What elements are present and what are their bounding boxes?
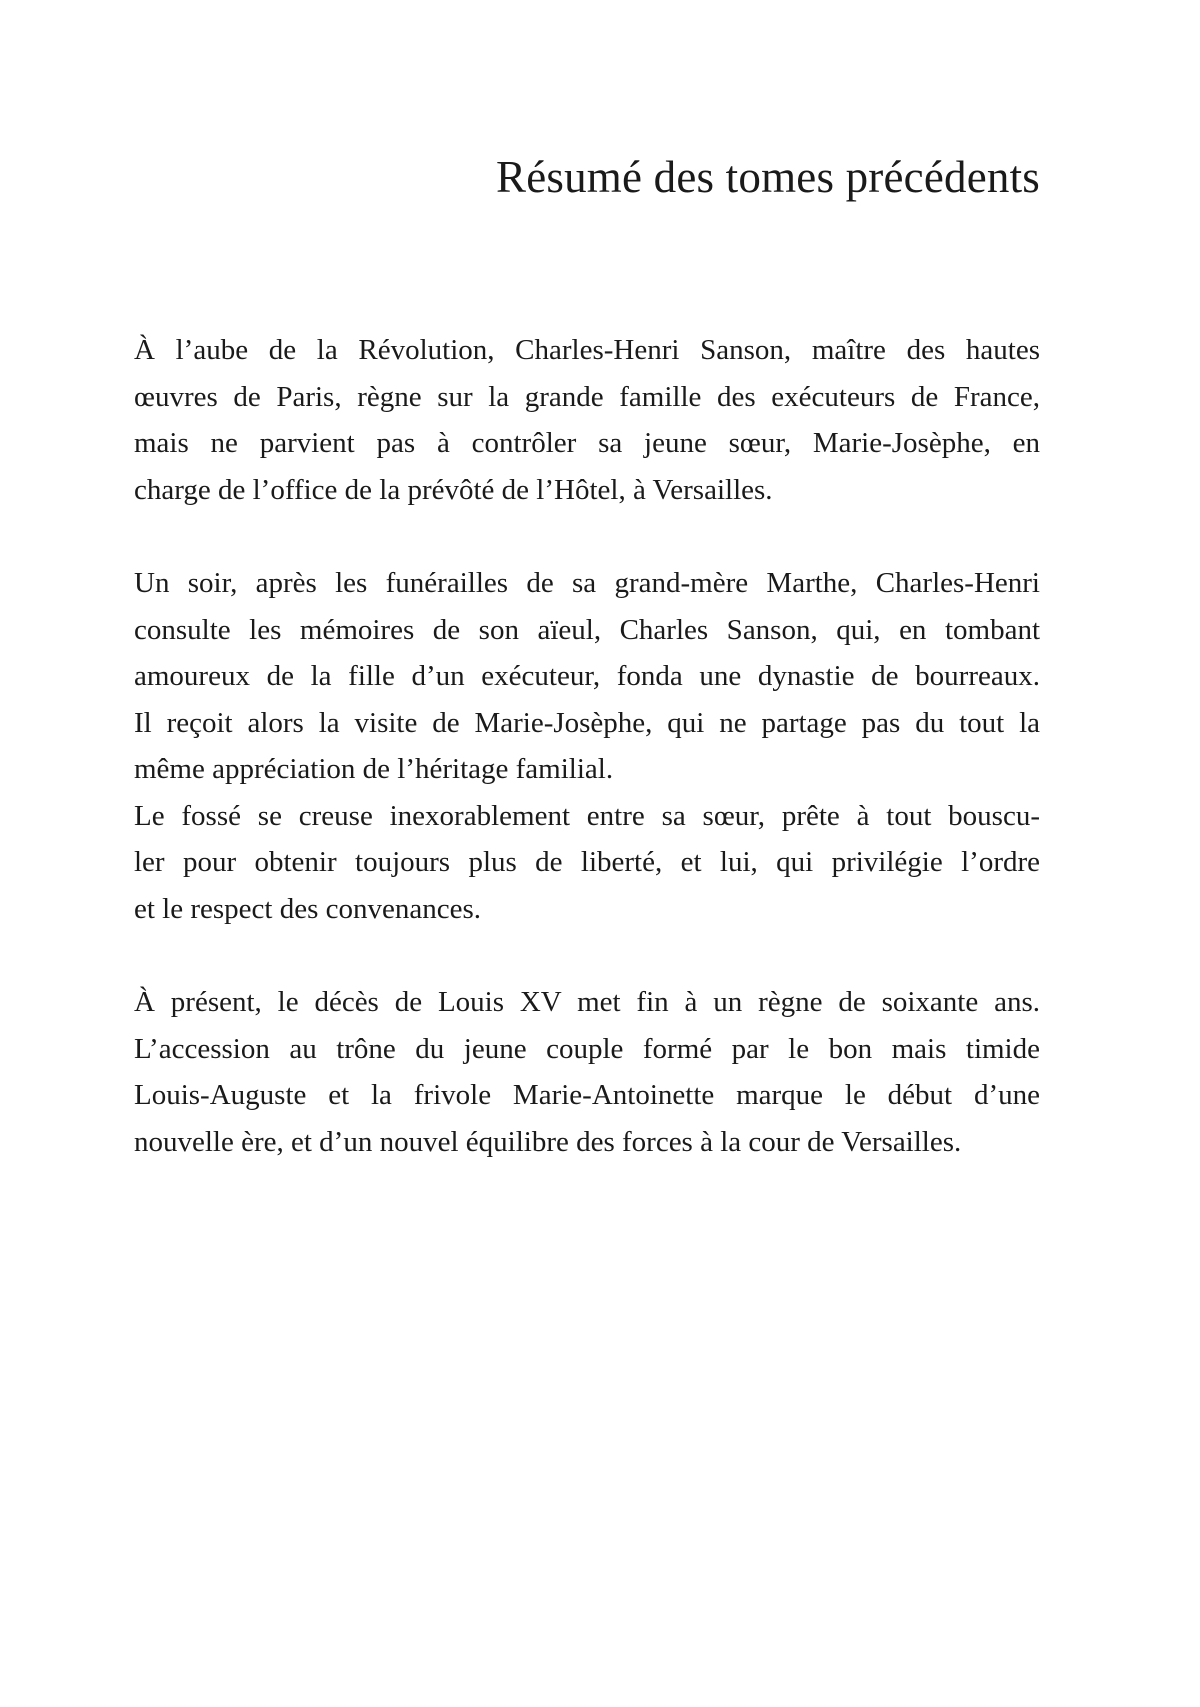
text-line: et le respect des convenances. <box>134 892 482 925</box>
text-line: amoureux de la fille d’un exécuteur, fonda une dynastie de bourreaux. <box>134 660 1040 692</box>
text-line: mais ne parvient pas à contrôler sa jeune sœur, Marie-Josèphe, en <box>134 427 1040 459</box>
text-line: même appréciation de l’héritage familial. <box>134 753 614 785</box>
text-line: Le fossé se creuse inexorablement entre sa sœur, prête à tout bouscu- <box>134 799 1040 832</box>
text-line: charge de l’office de la prévôté de l’Hôtel, à Versailles. <box>134 473 773 506</box>
page-title: Résumé des tomes précédents <box>496 152 1040 202</box>
summary-text <box>134 327 1040 1212</box>
text-line: nouvelle ère, et d’un nouvel équilibre des forces à la cour de Versailles. <box>134 1125 962 1158</box>
text-line: À l’aube de la Révolution, Charles-Henri Sanson, maître des hautes <box>134 334 1040 366</box>
text-line: Il reçoit alors la visite de Marie-Josèphe, qui ne partage pas du tout la <box>134 706 1040 739</box>
paragraph-memoirs <box>134 560 1040 932</box>
text-line: Louis-Auguste et la frivole Marie-Antoinette marque le début d’une <box>134 1079 1040 1111</box>
text-line: L’accession au trône du jeune couple formé par le bon mais timide <box>134 1032 1040 1065</box>
text-line: ler pour obtenir toujours plus de liberté, et lui, qui privilégie l’ordre <box>134 846 1040 878</box>
text-line: consulte les mémoires de son aïeul, Charles Sanson, qui, en tombant <box>134 613 1040 646</box>
paragraph-revolution <box>134 327 1040 513</box>
text-line: Un soir, après les funérailles de sa grand-mère Marthe, Charles-Henri <box>134 567 1040 599</box>
text-line: œuvres de Paris, règne sur la grande famille des exécuteurs de France, <box>134 380 1040 413</box>
text-line: À présent, le décès de Louis XV met fin à un règne de soixante ans. <box>134 986 1040 1018</box>
paragraph-louis-xv <box>134 979 1040 1165</box>
